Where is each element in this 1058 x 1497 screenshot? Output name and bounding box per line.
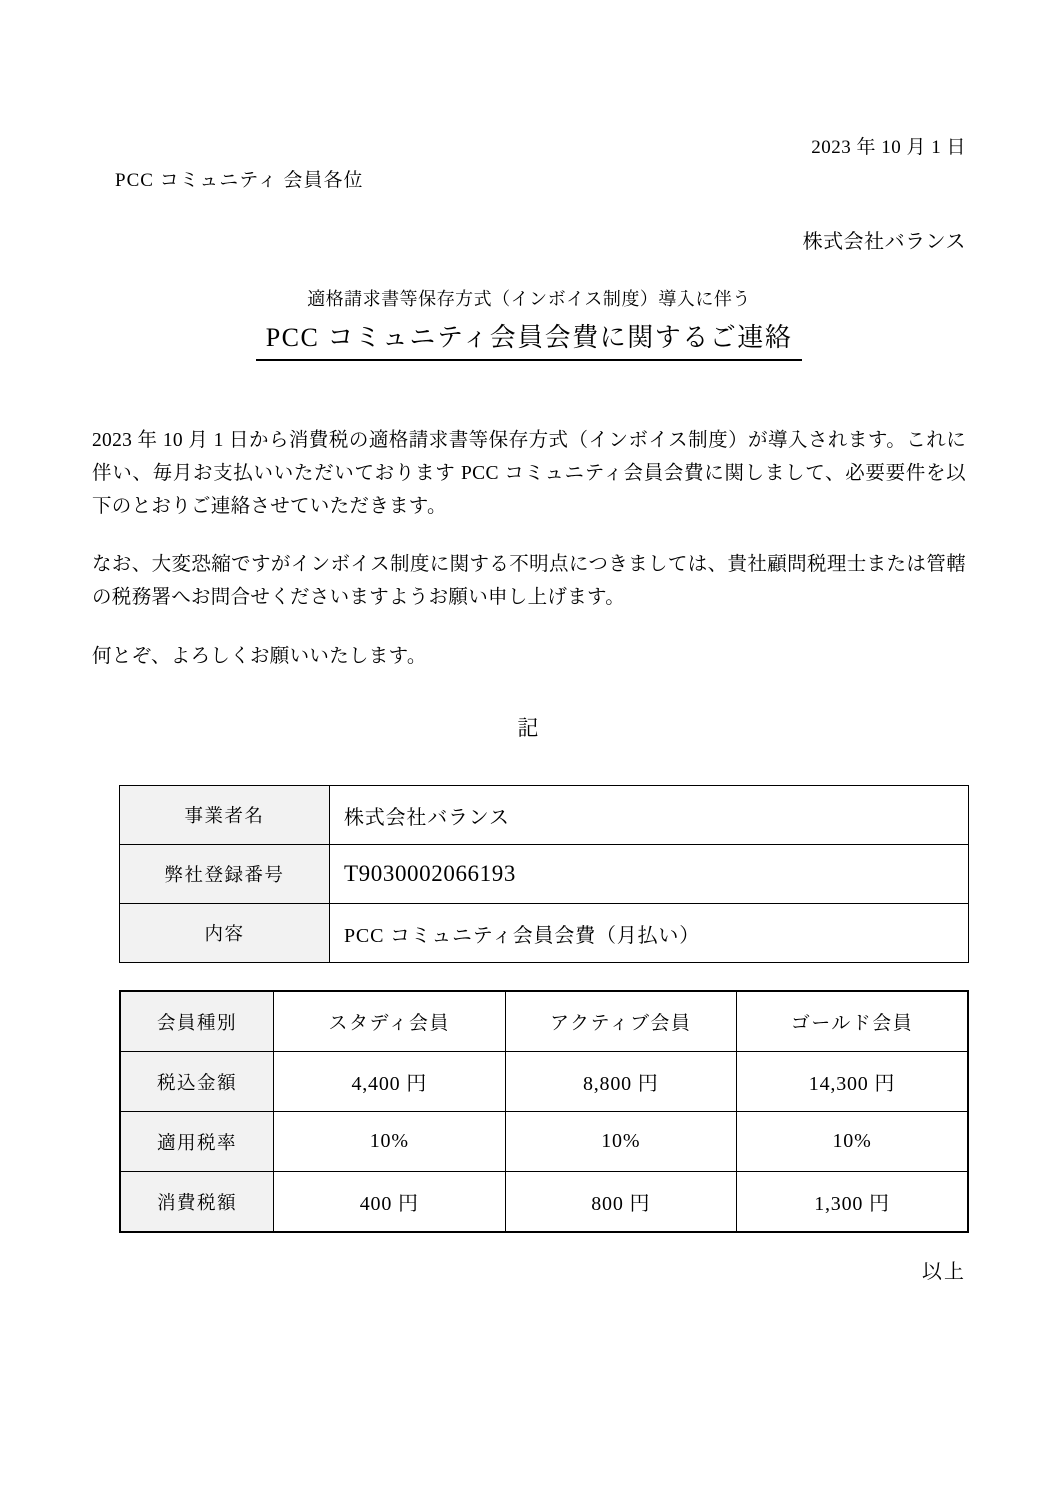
cell-value: 10% xyxy=(737,1112,969,1172)
column-header: スタディ会員 xyxy=(274,991,506,1052)
issuer-info-table xyxy=(119,785,969,963)
title-subtitle: 適格請求書等保存方式（インボイス制度）導入に伴う xyxy=(307,289,751,309)
column-header: アクティブ会員 xyxy=(505,991,737,1052)
table-row xyxy=(120,1172,968,1233)
paragraph: 2023 年 10 月 1 日から消費税の適格請求書等保存方式（インボイス制度）が導入されます。これに伴い、毎月お支払いいただいております PCC コミュニティ会員会費に関しまして、必要要件を以下のとおりご連絡させていただきます。 xyxy=(92,430,966,517)
cell-value: 1,300 円 xyxy=(737,1172,969,1233)
cell-value: 10% xyxy=(274,1112,506,1172)
document-sender: 株式会社バランス xyxy=(802,231,966,253)
table-row xyxy=(120,1052,968,1112)
cell-value: 10% xyxy=(505,1112,737,1172)
title-block xyxy=(92,288,966,361)
row-label: 事業者名 xyxy=(120,786,330,845)
paragraph: なお、大変恐縮ですがインボイス制度に関する不明点につきましては、貴社顧問税理士または管轄の税務署へお問合せくださいますようお願い申し上げます。 xyxy=(92,554,966,608)
row-label: 内容 xyxy=(120,904,330,963)
page-title: PCC コミュニティ会員会費に関するご連絡 xyxy=(265,323,793,353)
row-label: 税込金額 xyxy=(120,1052,274,1112)
body-paragraphs xyxy=(92,425,966,674)
row-value: T9030002066193 xyxy=(330,845,969,904)
cell-value: 400 円 xyxy=(274,1172,506,1233)
membership-fee-table xyxy=(119,990,969,1233)
cell-value: 800 円 xyxy=(505,1172,737,1233)
cell-value: 14,300 円 xyxy=(737,1052,969,1112)
row-value: PCC コミュニティ会員会費（月払い） xyxy=(330,904,969,963)
row-label: 適用税率 xyxy=(120,1112,274,1172)
document-date: 2023 年 10 月 1 日 xyxy=(811,137,966,158)
row-label: 弊社登録番号 xyxy=(120,845,330,904)
table-header-row xyxy=(120,991,968,1052)
cell-value: 8,800 円 xyxy=(505,1052,737,1112)
row-value: 株式会社バランス xyxy=(330,786,969,845)
table-row xyxy=(120,1112,968,1172)
table-row xyxy=(120,845,969,904)
ki-marker: 記 xyxy=(517,716,541,740)
row-label: 消費税額 xyxy=(120,1172,274,1233)
column-header-label: 会員種別 xyxy=(120,991,274,1052)
document-addressee: PCC コミュニティ 会員各位 xyxy=(115,170,364,191)
closing-marker: 以上 xyxy=(922,1261,966,1283)
column-header: ゴールド会員 xyxy=(737,991,969,1052)
table-row xyxy=(120,786,969,845)
title-underline-wrapper xyxy=(256,317,803,361)
paragraph: 何とぞ、よろしくお願いいたします。 xyxy=(92,645,427,667)
cell-value: 4,400 円 xyxy=(274,1052,506,1112)
table-row xyxy=(120,904,969,963)
